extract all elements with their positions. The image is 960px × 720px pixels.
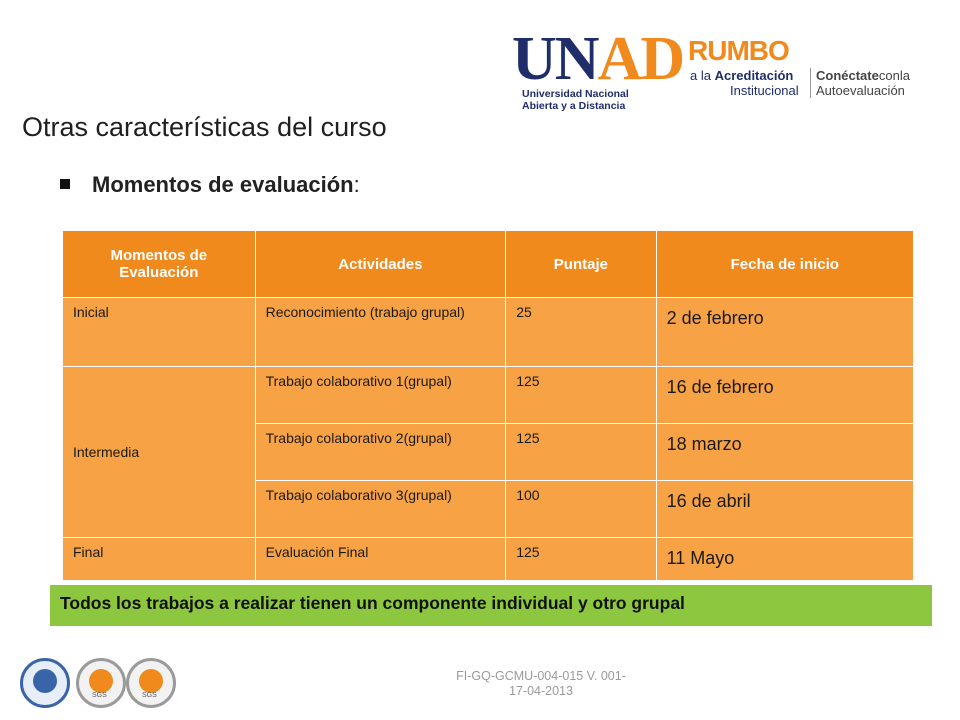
cell-fecha: 16 de febrero (656, 367, 913, 424)
evaluation-table (62, 230, 914, 581)
colombia-cert-seal-icon (20, 658, 70, 708)
cell-fecha: 18 marzo (656, 424, 913, 481)
cell-momento: Final (63, 538, 256, 581)
rumbo-line-3-bold: Conéctate (816, 68, 879, 83)
footer-document-code: FI-GQ-GCMU-004-015 V. 001-17-04-2013 (456, 669, 626, 698)
table-header-row (63, 231, 914, 298)
note-banner: Todos los trabajos a realizar tienen un componente individual y otro grupal (50, 585, 932, 626)
header-actividades: Actividades (255, 231, 506, 298)
rumbo-line-2: Institucional (730, 83, 799, 98)
slide-title: Otras características del curso (22, 112, 387, 142)
rumbo-line-4: Autoevaluación (816, 83, 905, 98)
section-subtitle (60, 172, 360, 198)
cell-actividad: Reconocimiento (trabajo grupal) (255, 298, 506, 367)
cell-puntaje: 100 (506, 481, 656, 538)
cell-puntaje: 125 (506, 367, 656, 424)
cell-actividad: Trabajo colaborativo 1(grupal) (255, 367, 506, 424)
cell-momento: Intermedia (63, 367, 256, 538)
table-row (63, 367, 914, 424)
cell-fecha: 16 de abril (656, 481, 913, 538)
cell-puntaje: 125 (506, 424, 656, 481)
cell-actividad: Evaluación Final (255, 538, 506, 581)
cell-actividad: Trabajo colaborativo 3(grupal) (255, 481, 506, 538)
rumbo-line-1-bold: Acreditación (714, 68, 794, 83)
rumbo-line-3-rest: conla (878, 68, 910, 83)
cell-actividad: Trabajo colaborativo 2(grupal) (255, 424, 506, 481)
sgs-cert-seal-icon (76, 658, 126, 708)
subtitle-tail: : (353, 172, 360, 197)
table-row (63, 298, 914, 367)
cell-momento: Inicial (63, 298, 256, 367)
unad-mark-u: U (512, 25, 555, 93)
unad-mark-n: N (554, 25, 598, 93)
unad-logo (512, 14, 684, 114)
cell-fecha: 11 Mayo (656, 538, 913, 581)
header-momentos: Momentos de Evaluación (63, 231, 256, 298)
table-row (63, 538, 914, 581)
rumbo-word: RUMBO (688, 35, 789, 66)
unad-mark-ad: AD (597, 25, 684, 93)
rumbo-line-1-prefix: a la (690, 68, 711, 83)
sgs-label: SGS (142, 692, 157, 699)
unad-line-1: Universidad Nacional (522, 88, 629, 100)
header-puntaje: Puntaje (506, 231, 656, 298)
sgs-cert-seal-icon (126, 658, 176, 708)
rumbo-logo (688, 36, 938, 102)
subtitle-bold: Momentos de evaluación (92, 172, 354, 197)
header-fecha: Fecha de inicio (656, 231, 913, 298)
unad-line-2: Abierta y a Distancia (522, 100, 626, 112)
cell-fecha: 2 de febrero (656, 298, 913, 367)
rumbo-separator (810, 68, 811, 98)
sgs-label: SGS (92, 692, 107, 699)
cell-puntaje: 125 (506, 538, 656, 581)
square-bullet-icon (60, 179, 70, 189)
cell-puntaje: 25 (506, 298, 656, 367)
